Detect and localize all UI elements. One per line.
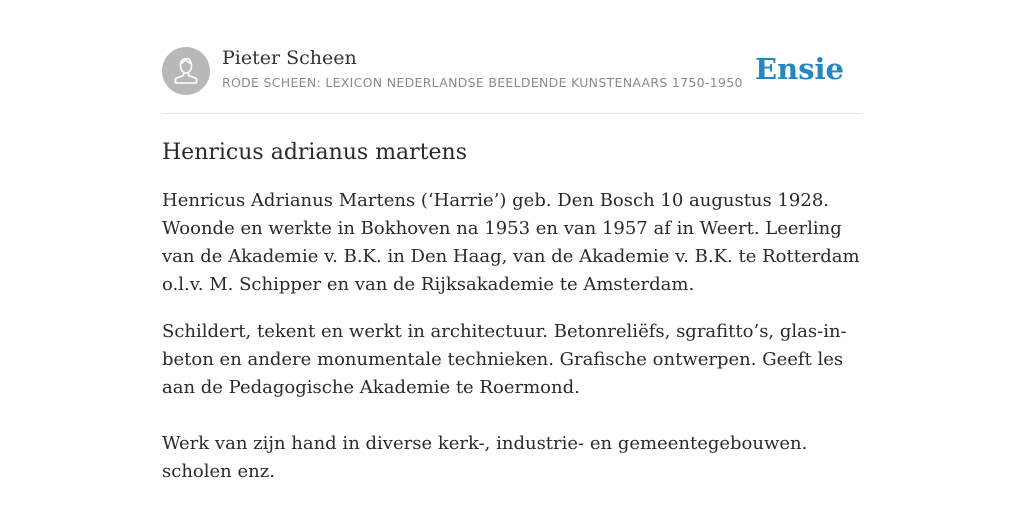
user-icon (162, 47, 210, 95)
article-paragraph: Schildert, tekent en werkt in architectuur. Betonreliëfs, sgrafitto’s, glas-in-beton en andere monumentale technieken. Grafische ontwerpen. Geeft les aan de Pedagogische Akademie te Roermond. (162, 321, 847, 398)
brand-logo[interactable]: Ensie (755, 52, 844, 86)
article-paragraph: Werk van zijn hand in diverse kerk-, industrie- en gemeentegebouwen. scholen enz. (162, 433, 808, 482)
paragraph-spacer (162, 402, 862, 430)
author-avatar[interactable] (162, 47, 210, 95)
header-divider (162, 113, 862, 114)
article-header (162, 46, 862, 96)
source-link[interactable]: RODE SCHEEN: LEXICON NEDERLANDSE BEELDENDE KUNSTENAARS 1750-1950 (222, 75, 743, 90)
article-body (162, 138, 862, 505)
article-paragraph: Henricus Adrianus Martens (‘Harrie’) geb. Den Bosch 10 augustus 1928. Woonde en werkte in Bokhoven na 1953 en van 1957 af in Weert. Leerling van de Akademie v. B.K. in Den Haag, van de Akademie v. B.K. te Rotterdam o.l.v. M. Schipper en van de Rijksakademie te Amsterdam. (162, 190, 860, 295)
author-name-link[interactable]: Pieter Scheen (222, 47, 357, 69)
article-title: Henricus adrianus martens (162, 140, 468, 165)
